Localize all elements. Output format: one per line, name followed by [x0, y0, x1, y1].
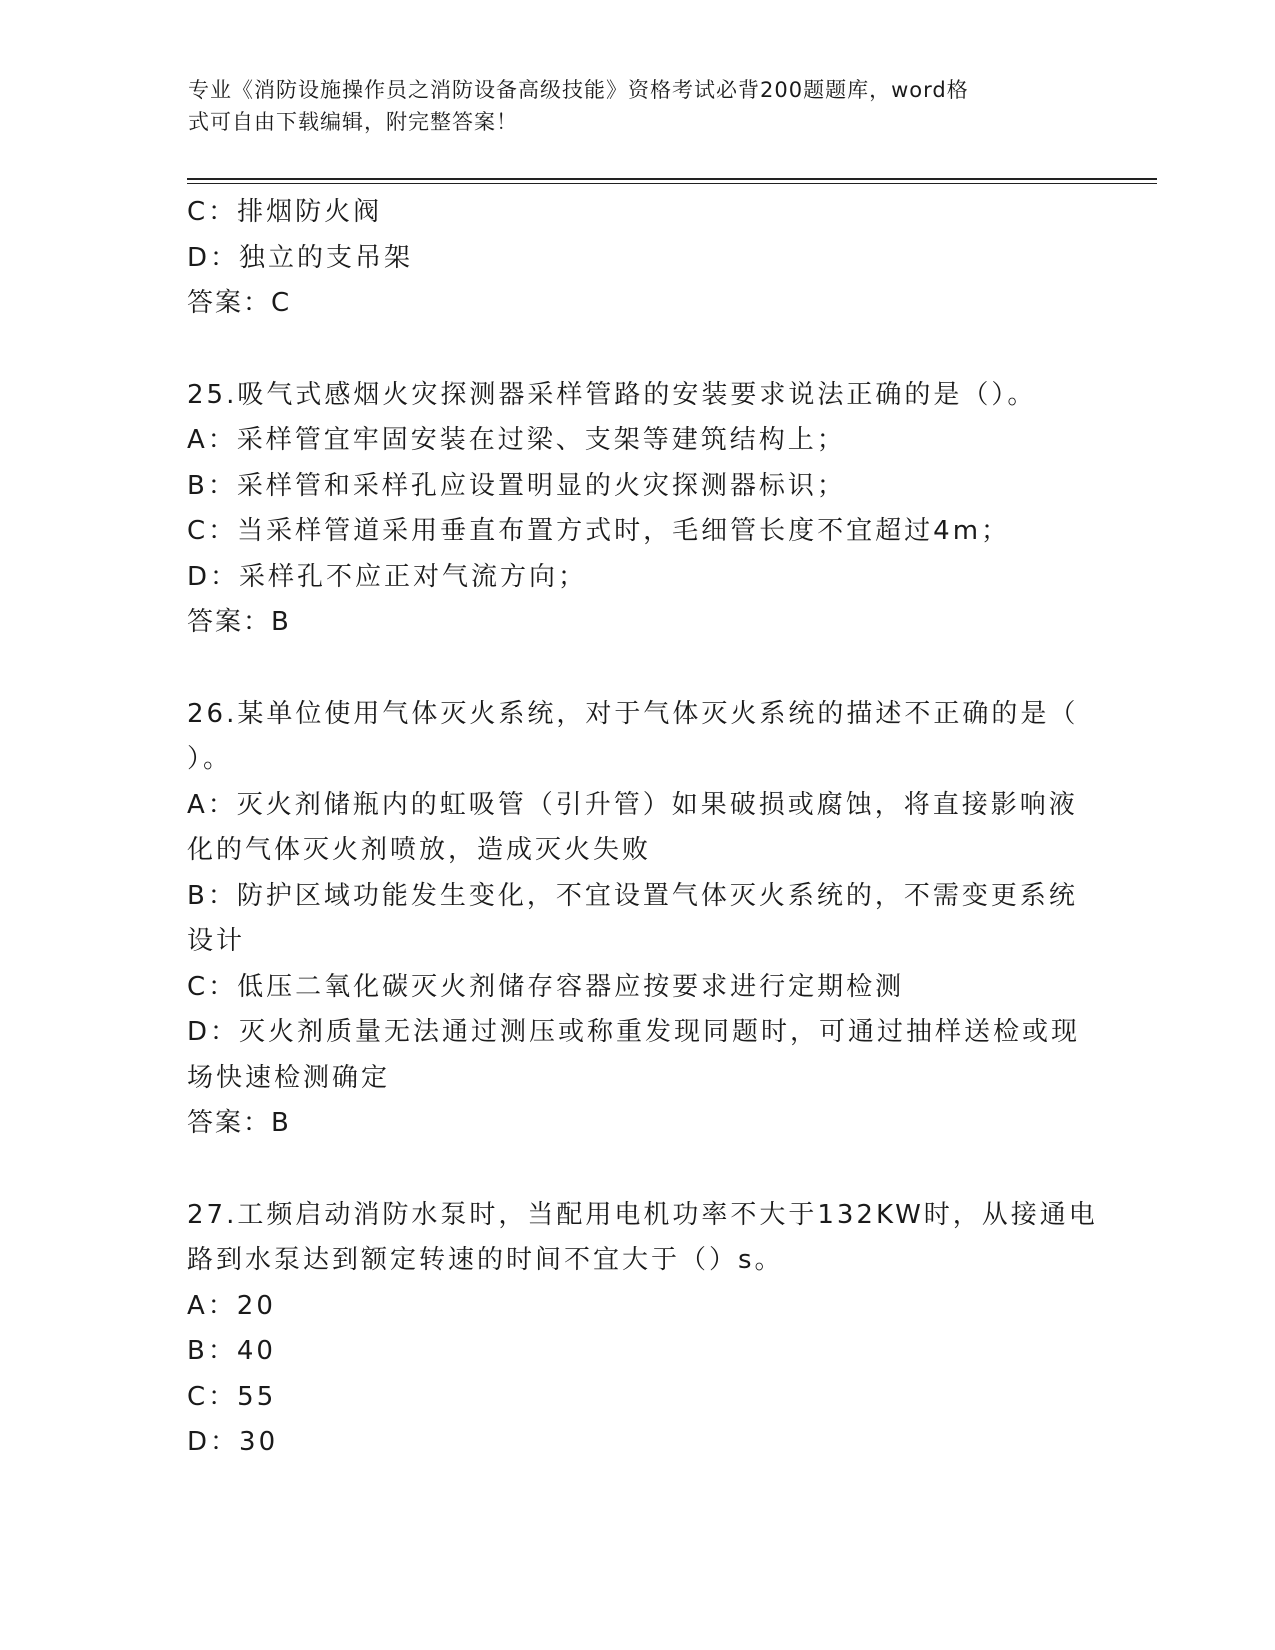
header-rule-thick — [187, 178, 1157, 180]
question-25 — [187, 373, 1077, 646]
question-stem-line-2: ）。 — [187, 744, 233, 774]
question-26 — [187, 692, 1081, 1147]
option-d-line-2: 场快速检测确定 — [187, 1062, 391, 1093]
option-d: D：采样孔不应正对气流方向； — [187, 561, 588, 592]
question-stem-line-2: 路到水泵达到额定转速的时间不宜大于（）s。 — [187, 1245, 784, 1275]
option-b: B：40 — [187, 1336, 276, 1366]
question-stem: 25.吸气式感烟火灾探测器采样管路的安装要求说法正确的是（）。 — [187, 379, 1037, 410]
option-d: D：独立的支吊架 — [187, 242, 414, 273]
answer: 答案：B — [187, 1108, 291, 1138]
answer: 答案：B — [187, 607, 291, 637]
question-27 — [187, 1193, 1098, 1466]
option-a: A：采样管宜牢固安装在过梁、支架等建筑结构上； — [187, 425, 846, 455]
option-d-line-1: D：灭火剂质量无法通过测压或称重发现同题时，可通过抽样送检或现 — [187, 1017, 1081, 1047]
header-rule-thin — [187, 183, 1157, 184]
spacer — [187, 327, 1077, 373]
option-b-line-2: 设计 — [187, 926, 246, 956]
option-a-line-2: 化的气体灭火剂喷放，造成灭火失败 — [187, 835, 652, 865]
answer: 答案：C — [187, 288, 292, 318]
option-c: C：低压二氧化碳灭火剂储存容器应按要求进行定期检测 — [187, 971, 905, 1002]
question-content — [187, 190, 1098, 1466]
question-stem-line-1: 26.某单位使用气体灭火系统，对于气体灭火系统的描述不正确的是（ — [187, 698, 1079, 729]
document-header — [188, 74, 1068, 138]
option-d: D：30 — [187, 1427, 279, 1457]
question-stem-line-1: 27.工频启动消防水泵时，当配用电机功率不大于132KW时，从接通电 — [187, 1199, 1098, 1230]
option-c: C：当采样管道采用垂直布置方式时，毛细管长度不宜超过4m； — [187, 516, 1011, 546]
option-c: C：55 — [187, 1381, 277, 1412]
header-line-1: 专业《消防设施操作员之消防设备高级技能》资格考试必背200题题库，word格 — [188, 78, 969, 102]
prev-question — [187, 190, 1077, 327]
option-b: B：采样管和采样孔应设置明显的火灾探测器标识； — [187, 470, 846, 501]
option-a-line-1: A：灭火剂储瓶内的虹吸管（引升管）如果破损或腐蚀，将直接影响液 — [187, 789, 1078, 820]
option-a: A：20 — [187, 1290, 276, 1321]
option-c: C：排烟防火阀 — [187, 197, 383, 227]
spacer — [187, 646, 1077, 692]
spacer — [187, 1147, 1077, 1193]
header-line-2: 式可自由下载编辑，附完整答案！ — [188, 110, 518, 134]
option-b-line-1: B：防护区域功能发生变化，不宜设置气体灭火系统的，不需变更系统 — [187, 880, 1078, 911]
